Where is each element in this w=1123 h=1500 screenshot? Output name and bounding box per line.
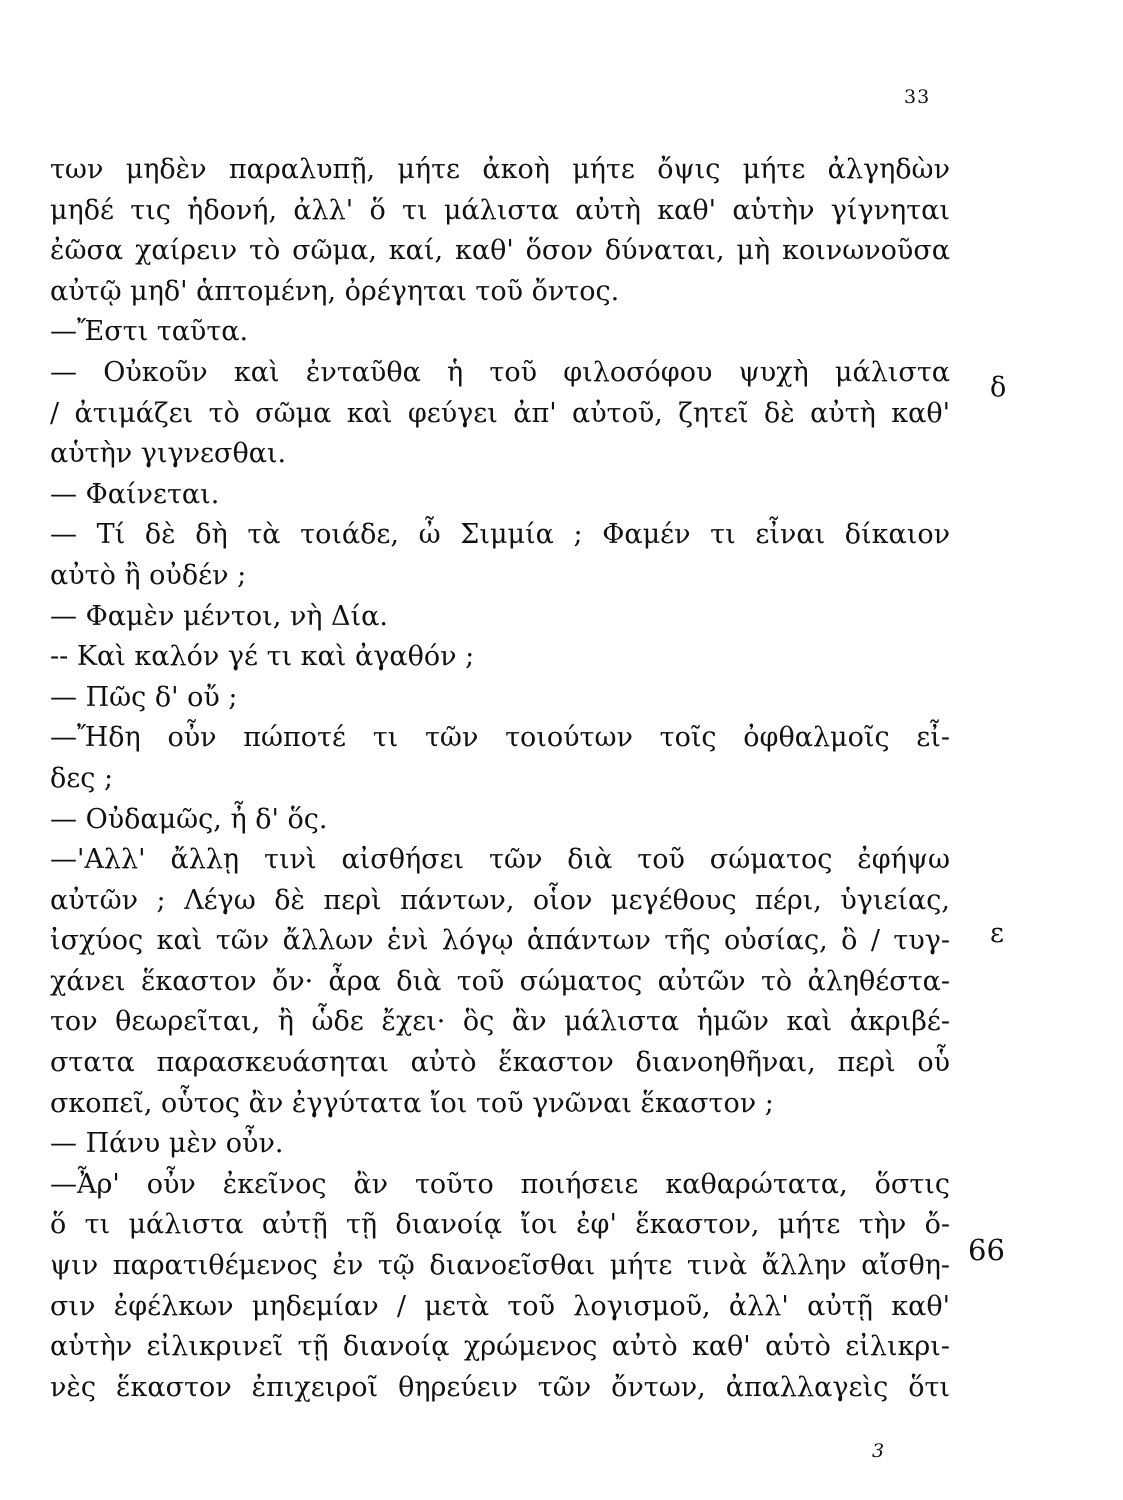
text-line: —Ἆρ' οὖν ἐκεῖνος ἂν τοῦτο ποιήσειε καθαρώτατα, ὅστις	[50, 1168, 950, 1200]
signature-mark: 3	[872, 1440, 885, 1462]
text-line: — Οὐδαμῶς, ἦ δ' ὅς.	[50, 803, 328, 835]
text-line: — Πῶς δ' οὔ ;	[50, 681, 238, 713]
text-line: ὅ τι μάλιστα αὐτῇ τῇ διανοίᾳ ἴοι ἐφ' ἕκαστον, μήτε τὴν ὄ-	[50, 1209, 950, 1241]
text-line: ἰσχύος καὶ τῶν ἄλλων ἑνὶ λόγῳ ἁπάντων τῆς οὐσίας, ὃ / τυγ-	[50, 925, 950, 957]
text-line: αὑτὴν γιγνεσθαι.	[50, 438, 287, 470]
text-line: — Τί δὲ δὴ τὰ τοιάδε, ὦ Σιμμία ; Φαμέν τι εἶναι δίκαιον	[50, 519, 950, 551]
text-line: — Φαίνεται.	[50, 478, 220, 510]
text-line: —Ἔστι ταῦτα.	[50, 316, 249, 348]
text-line: αὐτῶν ; Λέγω δὲ περὶ πάντων, οἷον μεγέθους πέρι, ὑγιείας,	[50, 884, 950, 916]
text-line: τον θεωρεῖται, ἢ ὧδε ἔχει· ὃς ἂν μάλιστα ἡμῶν καὶ ἀκριβέ-	[50, 1006, 950, 1038]
text-line: σιν ἐφέλκων μηδεμίαν / μετὰ τοῦ λογισμοῦ, ἀλλ' αὐτῇ καθ'	[50, 1290, 950, 1322]
text-line: — Πάνυ μὲν οὖν.	[50, 1128, 284, 1160]
text-line: στατα παρασκευάσηται αὐτὸ ἕκαστον διανοηθῆναι, περὶ οὗ	[50, 1047, 950, 1079]
margin-note-e: ε	[990, 918, 1004, 949]
margin-note-d: δ	[990, 372, 1007, 403]
text-line: -- Καὶ καλόν γέ τι καὶ ἀγαθόν ;	[50, 641, 475, 673]
text-line: ἐῶσα χαίρειν τὸ σῶμα, καί, καθ' ὅσον δύναται, μὴ κοινωνοῦσα	[50, 235, 950, 267]
text-line: αὐτὸ ἢ οὐδέν ;	[50, 559, 247, 591]
text-line: — Οὐκοῦν καὶ ἐνταῦθα ἡ τοῦ φιλοσόφου ψυχὴ μάλιστα	[50, 356, 950, 388]
text-line: δες ;	[50, 762, 114, 794]
text-line: — Φαμὲν μέντοι, νὴ Δία.	[50, 600, 388, 632]
text-line: / ἀτιμάζει τὸ σῶμα καὶ φεύγει ἀπ' αὐτοῦ, ζητεῖ δὲ αὐτὴ καθ'	[50, 397, 950, 429]
text-line: —'Αλλ' ἄλλῃ τινὶ αἰσθήσει τῶν διὰ τοῦ σώματος ἐφήψω	[50, 844, 950, 876]
text-line: μηδέ τις ἡδονή, ἀλλ' ὅ τι μάλιστα αὐτὴ καθ' αὑτὴν γίγνηται	[50, 194, 950, 226]
text-line: σκοπεῖ, οὗτος ἂν ἐγγύτατα ἴοι τοῦ γνῶναι ἕκαστον ;	[50, 1087, 774, 1119]
margin-note-stephanus: 66	[968, 1233, 1005, 1267]
text-line: —Ἤδη οὖν πώποτέ τι τῶν τοιούτων τοῖς ὀφθαλμοῖς εἶ-	[50, 722, 950, 754]
text-block	[50, 150, 950, 1408]
text-line: ψιν παρατιθέμενος ἐν τῷ διανοεῖσθαι μήτε τινὰ ἄλλην αἴσθη-	[50, 1250, 950, 1282]
text-line: αὑτὴν εἰλικρινεῖ τῇ διανοίᾳ χρώμενος αὐτὸ καθ' αὑτὸ εἰλικρι-	[50, 1331, 950, 1363]
text-line: των μηδὲν παραλυπῇ, μήτε ἀκοὴ μήτε ὄψις μήτε ἀλγηδὼν	[50, 154, 950, 185]
text-line: χάνει ἕκαστον ὄν· ἆρα διὰ τοῦ σώματος αὐτῶν τὸ ἀληθέστα-	[50, 965, 950, 997]
page-number: 33	[904, 86, 931, 108]
text-line: αὐτῷ μηδ' ἁπτομένη, ὀρέγηται τοῦ ὄντος.	[50, 275, 620, 307]
text-line: νὲς ἕκαστον ἐπιχειροῖ θηρεύειν τῶν ὄντων, ἀπαλλαγεὶς ὅτι	[50, 1371, 950, 1403]
